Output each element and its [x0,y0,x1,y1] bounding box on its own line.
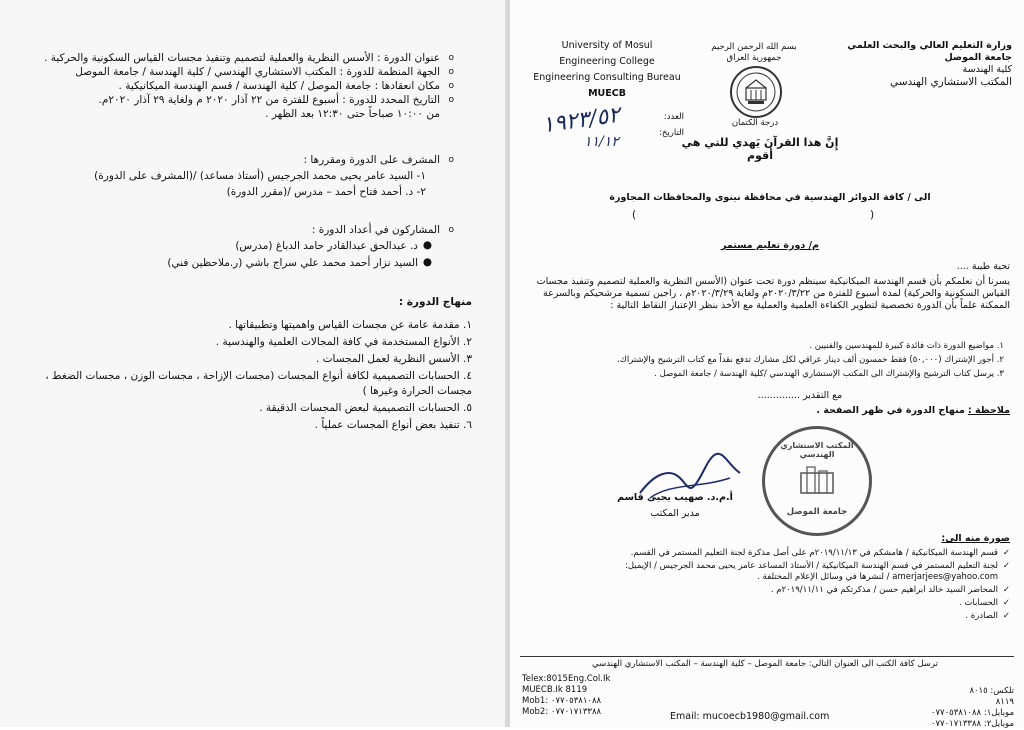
circle-bullet-icon: o [448,155,454,165]
stamp-top-text: المكتب الاستشاري الهندسي [780,441,854,459]
bismillah: بسم الله الرحمن الرحيم [711,42,797,52]
curriculum-item: ٥. الحسابات التصميمية لبعض المجسات الدقيقة . [259,402,472,414]
check-icon: ✓ [1002,585,1010,595]
participant-1: ● د. عبدالحق عبدالقادر حامد الدباغ (مدرس) [235,239,432,252]
check-icon: ✓ [1002,561,1010,571]
supervisor-heading: المشرف على الدورة ومقررها : o [303,154,454,166]
date-label: التاريخ: [659,128,684,138]
course-info-list [40,52,454,121]
copies-heading: صورة منه الى: [941,533,1010,544]
quran-calligraphy: إِنَّ هذا القرآنَ يَهدي للتي هي أقوم [681,136,839,162]
copies-list [514,548,1010,622]
footer-contacts-ar: تلكس: ٨٠١٥ ٨١١٩ موبايل١: ٠٧٧٠٥٣٨١٠٨٨ موبايل٢: ٠٧٧٠١٧١٣٣٨٨ [930,686,1014,729]
logo-caption: درجة الكتمان [731,118,779,128]
paren-close: ) [870,209,875,221]
circle-bullet-icon: o [448,95,454,105]
circle-bullet-icon: o [448,81,454,91]
list-item: التاريخ المحدد للدورة : أسبوع للفترة من ٢٢ آذار ٢٠٢٠ م ولغاية ٢٩ آذار ٢٠٢٠م. o [98,94,454,106]
curriculum-item: ٦. تنفيذ بعض أنواع المجسات عملياً . [314,419,472,431]
handwritten-number: ١٩٢٣/٥٢ [540,102,622,139]
curriculum-section [30,296,472,432]
regards: مع التقدير .............. [757,390,843,401]
signer-title: مدير المكتب [650,508,700,519]
curriculum-item: ٤. الحسابات التصميمية لكافة أنواع المجسات (مجسات الإزاحة ، مجسات الوزن ، مجسات الضغط ، [45,370,472,382]
header-arabic: وزارة التعليم العالي والبحث العلمي جامعة الموصل كلية الهندسة المكتب الاستشاري الهندسي [847,40,1012,88]
republic: جمهورية العراق [726,53,782,63]
letter-point: ٢. أجور الإشتراك (٥٠,٠٠٠) فقط خمسون ألف دينار عراقي لكل مشارك تدفع نقداً مع كتاب الترشيح والإشتراك. [617,355,1004,365]
letter-body: يسرنا أن نعلمكم بأن قسم الهندسة الميكانيكية سينظم دورة تحت عنوان (الأسس النظرية والعملية لتصميم وتنفيذ مجسات القياس السكونية والحركية) لمدة أسبوع للفترة من ٢٠٢٠/٣/٢٢م ولغاية ٢٠٢٠/٣/٢٩م ، راجين تسمية مرشحيكم وبالسرعة الممكنة علماً بأن الدورة تخصصية لتطوير الكفاءة العلمية والعملية مع الأخذ بنظر الإعتبار النقاط التالية : [536,276,1010,311]
building-emblem-icon [797,463,837,497]
university-emblem-icon [732,68,780,116]
check-icon: ✓ [1002,598,1010,608]
circle-bullet-icon: o [448,67,454,77]
curriculum-heading: منهاج الدورة : [398,296,472,308]
subject-line: م/ دورة تعليم مستمر [720,240,820,251]
footer-email: Email: mucoecb1980@gmail.com [670,711,830,722]
copy-item: ✓ لجنة التعليم المستمر في قسم الهندسة الميكانيكية / الأستاذ المساعد عامر يحيى محمد الجرجيس / الإيميل: [624,561,1010,571]
supervisor-1: ١- السيد عامر يحيى محمد الجرجيس (أستاذ مساعد) /(المشرف على الدورة) [94,170,426,182]
curriculum-item: ١. مقدمة عامة عن مجسات القياس واهميتها وتطبيقاتها . [228,319,472,331]
number-label: العدد: [663,112,684,122]
check-icon: ✓ [1002,611,1010,621]
greeting: تحية طيبة .... [956,261,1010,272]
list-item: مكان انعقادها : جامعة الموصل / كلية الهندسة / قسم الهندسة الميكانيكية . o [118,80,454,92]
curriculum-item: ٣. الأسس النظرية لعمل المجسات . [315,353,472,365]
participant-2: ● السيد نزار أحمد محمد علي سراج باشي (ر.ملاحظين فني) [167,256,432,269]
paren-open: ( [632,209,637,221]
check-icon: ✓ [1002,548,1010,558]
note-text: منهاج الدورة في ظهر الصفحة . [816,405,965,416]
circle-bullet-icon: o [448,53,454,63]
letter-point: ٣. يرسل كتاب الترشيح والإشتراك الى المكتب الإستشاري الهندسي /كلية الهندسة / جامعة الموصل . [654,369,1004,379]
participants-section [100,224,454,270]
university-logo [730,66,782,118]
footer-contacts-en: Telex:8015Eng.Col.Ik MUECB.Ik 8119 Mob1: ٠٧٧٠٥٣٨١٠٨٨ Mob2: ٠٧٧٠١٧١٣٣٨٨ [522,674,611,717]
footer-rule [520,656,1014,657]
copy-item-continuation: amerjarjees@yahoo.com / لنشرها في وسائل الإعلام المختلفة . [757,572,998,582]
left-page [0,0,505,727]
course-time: من ١٠:٠٠ صباحاً حتى ١٢:٣٠ بعد الظهر . [265,108,440,120]
supervisor-2: ٢- د. أحمد فتاح أحمد – مدرس /(مقرر الدورة) [226,186,426,198]
right-page [510,0,1024,727]
stamp-bottom-text: جامعة الموصل [786,507,848,517]
note [710,405,1010,417]
office-stamp [762,426,872,536]
signer-name: أ.م.د. صهيب يحيى قاسم [617,492,733,503]
copy-item: ✓ الحسابات . [959,598,1010,608]
copy-item: ✓ قسم الهندسة الميكانيكية / هامشكم في ٢٠١٩/١١/١٣م على أصل مذكرة لجنة التعليم المستمر في القسم. [630,548,1010,558]
dot-bullet-icon: ● [422,256,432,268]
note-label: ملاحظة : [967,405,1010,416]
curriculum-item: مجسات الحرارة وغيرها ) [362,385,472,397]
header-english: University of Mosul Engineering College Engineering Consulting Bureau MUECB [533,40,681,99]
letter-point: ١. مواضيع الدورة ذات فائدة كبيرة للمهندسين والفنيين . [809,341,1004,351]
participants-heading: المشاركون في أعداد الدورة : o [311,224,454,236]
list-item: عنوان الدورة : الأسس النظرية والعملية لتصميم وتنفيذ مجسات القياس السكونية والحركية . o [44,52,454,64]
list-item: الجهة المنظمة للدورة : المكتب الاستشاري الهندسي / كلية الهندسة / جامعة الموصل o [75,66,454,78]
circle-bullet-icon: o [448,225,454,235]
header-center [694,42,814,64]
dot-bullet-icon: ● [422,239,432,251]
addressee: الى / كافة الدوائر الهندسية في محافظة نينوى والمحافظات المجاورة [609,192,931,203]
supervisor-section [20,154,454,199]
curriculum-item: ٢. الأنواع المستخدمة في كافة المجالات العلمية والهندسية . [215,336,472,348]
handwritten-date: ١١/١٢ [584,134,619,150]
copy-item: ✓ الصادرة . [965,611,1010,621]
footer-note: ترسل كافة الكتب الى العنوان التالي: جامعة الموصل – كلية الهندسة – المكتب الاستشاري الهندسي [592,659,938,669]
copy-item: ✓ المحاضر السيد خالد ابراهيم حسن / مذكرتكم في ٢٠١٩/١١/١١م . [770,585,1010,595]
letter-points [534,341,1004,380]
